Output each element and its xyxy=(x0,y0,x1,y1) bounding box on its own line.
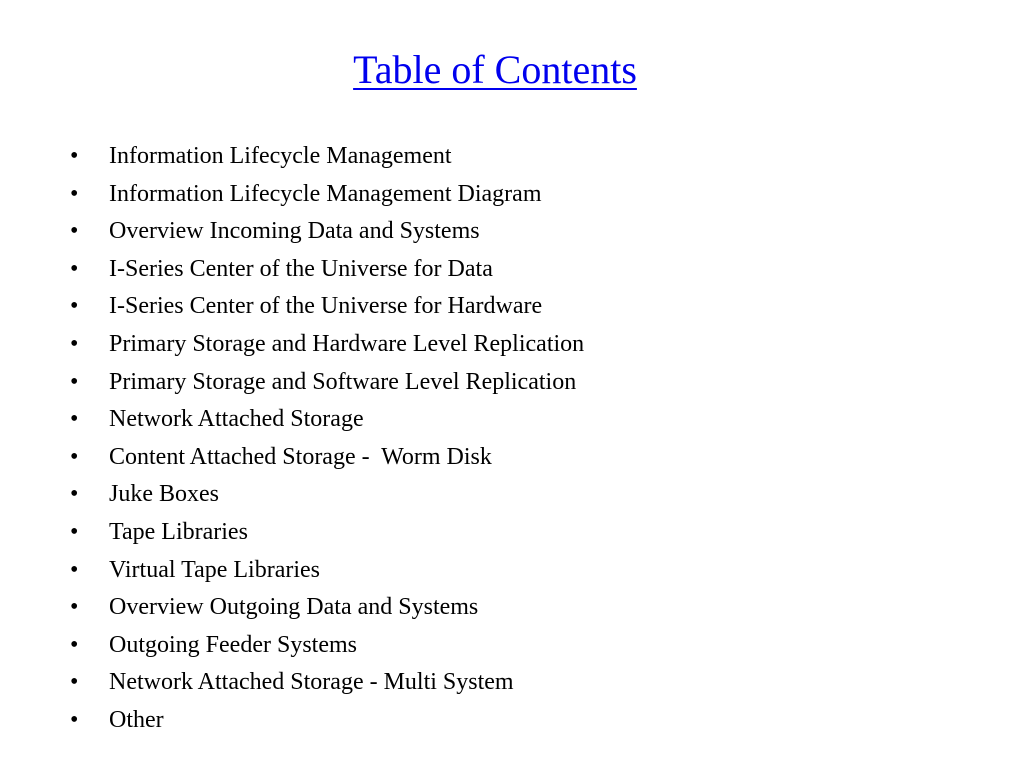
list-item-label: Content Attached Storage - Worm Disk xyxy=(109,443,492,470)
bullet-icon: • xyxy=(70,443,79,470)
bullet-icon: • xyxy=(70,143,79,169)
list-item-label: Network Attached Storage - Multi System xyxy=(109,669,514,696)
bullet-icon: • xyxy=(70,368,79,395)
list-item-label: Overview Outgoing Data and Systems xyxy=(109,594,479,621)
list-item-label: Tape Libraries xyxy=(109,518,248,545)
bullet-icon: • xyxy=(70,293,79,320)
list-item-label: Overview Incoming Data and Systems xyxy=(109,218,480,245)
bullet-icon: • xyxy=(70,669,79,696)
list-item-label: Other xyxy=(109,706,164,733)
list-item-label: Primary Storage and Software Level Replication xyxy=(109,368,577,395)
list-item-label: I-Series Center of the Universe for Hardware xyxy=(109,293,543,320)
page-title[interactable]: Table of Contents xyxy=(353,47,637,92)
list-item-label: Information Lifecycle Management xyxy=(109,143,452,169)
bullet-icon: • xyxy=(70,556,79,583)
bullet-icon: • xyxy=(70,218,79,245)
bullet-icon: • xyxy=(70,706,79,733)
bullet-icon: • xyxy=(70,180,79,207)
list-item-label: Juke Boxes xyxy=(109,481,219,508)
bullet-icon: • xyxy=(70,594,79,621)
bullet-icon: • xyxy=(70,406,79,433)
bullet-icon: • xyxy=(70,631,79,658)
bullet-icon: • xyxy=(70,330,79,357)
list-item-label: Primary Storage and Hardware Level Replication xyxy=(109,330,585,357)
bullet-icon: • xyxy=(70,481,79,508)
list-item-label: I-Series Center of the Universe for Data xyxy=(109,255,493,282)
list-item-label: Virtual Tape Libraries xyxy=(109,556,321,583)
list-item-label: Information Lifecycle Management Diagram xyxy=(109,180,542,207)
bullet-icon: • xyxy=(70,518,79,545)
bullet-icon: • xyxy=(70,255,79,282)
list-item-label: Network Attached Storage xyxy=(109,406,364,433)
list-item-label: Outgoing Feeder Systems xyxy=(109,631,357,658)
